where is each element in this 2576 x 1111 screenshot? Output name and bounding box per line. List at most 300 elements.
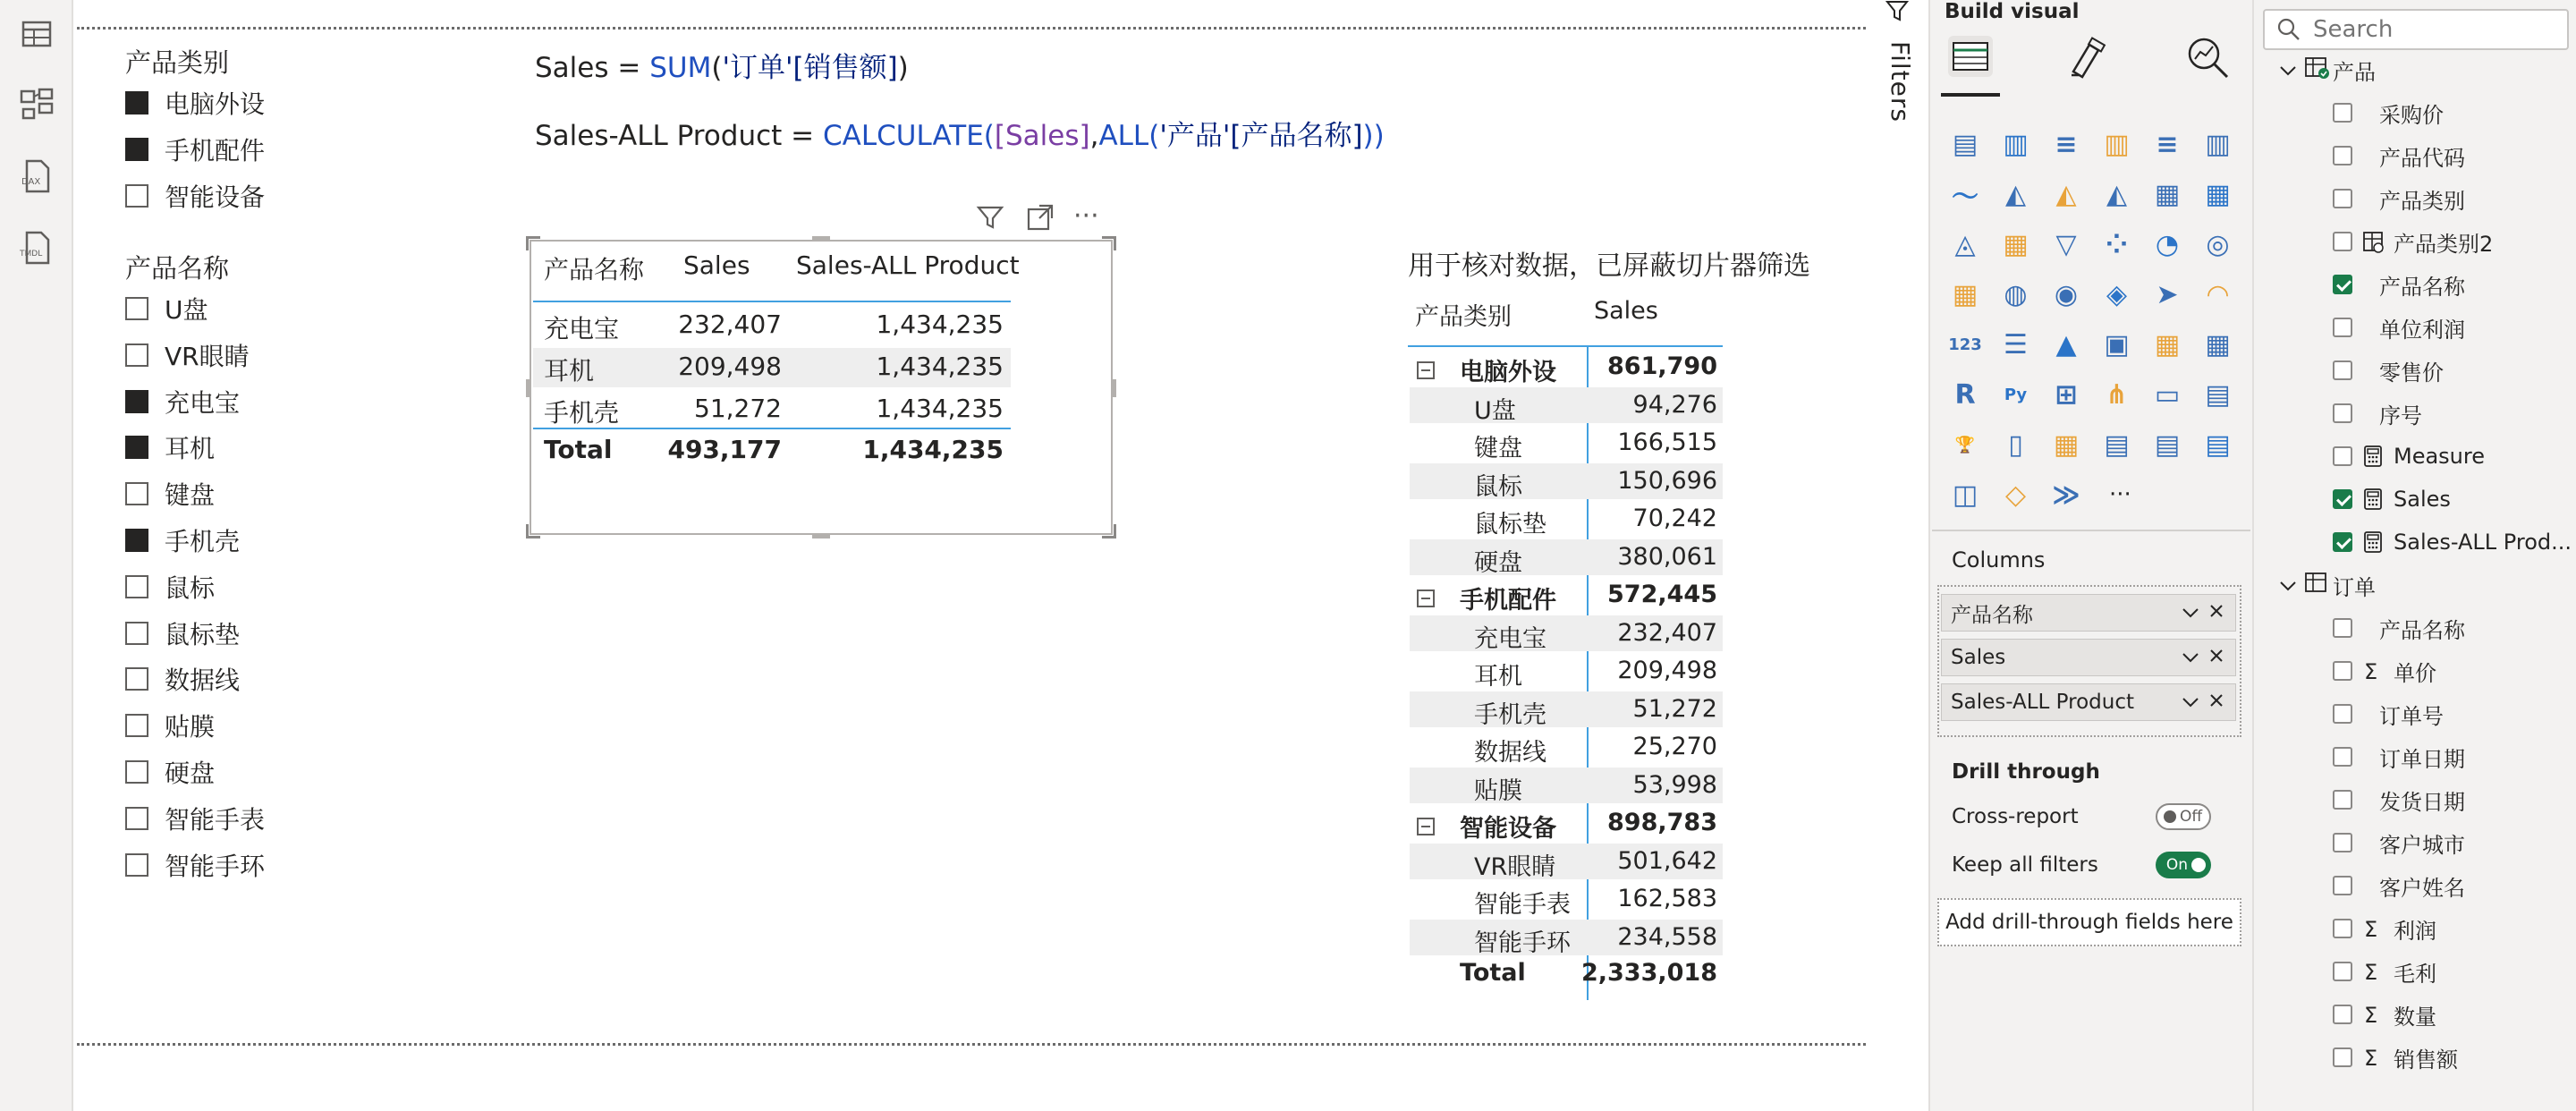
table2-item-value: 234,558 (1617, 922, 1717, 951)
focus-mode-icon[interactable] (1025, 202, 1055, 233)
slicer-checkbox[interactable] (125, 529, 148, 552)
field-label: 订单日期 (2379, 746, 2465, 772)
python-visual-icon[interactable]: Py (2004, 385, 2028, 404)
slicer-item-label: 贴膜 (165, 712, 216, 742)
field-item[interactable] (2333, 1039, 2458, 1075)
resize-handle-right[interactable] (1111, 379, 1116, 397)
drill-through-label: Drill through (1952, 760, 2100, 784)
field-item[interactable] (2333, 868, 2465, 903)
pie-chart-icon[interactable]: ◔ (2155, 228, 2180, 260)
100-stacked-bar-chart-icon[interactable]: ≡ (2156, 128, 2179, 160)
resize-handle-left[interactable] (526, 379, 531, 397)
field-checkbox[interactable] (2333, 747, 2352, 767)
100-stacked-area-chart-icon[interactable]: ◭ (2106, 178, 2128, 210)
field-checkbox[interactable] (2333, 876, 2352, 895)
column-well-item[interactable] (1941, 639, 2236, 676)
slicer-item-label: 智能手表 (165, 804, 266, 835)
field-label: 产品类别2 (2394, 231, 2494, 257)
table1-cell: 232,407 (678, 310, 782, 339)
field-item[interactable] (2333, 653, 2436, 689)
table2-total-label: Total (1460, 959, 1526, 987)
analytics-icon[interactable] (2182, 32, 2233, 82)
formula-sales-all-measure: [Sales] (994, 120, 1090, 152)
line-clustered-column-icon[interactable]: ▦ (2205, 178, 2231, 210)
formula-sales-all-comma: , (1089, 120, 1099, 152)
slicer-checkbox[interactable] (125, 760, 148, 784)
ribbon-chart-icon[interactable]: ◬ (1954, 228, 1976, 260)
sigma-icon (2361, 960, 2385, 983)
search-input[interactable] (2311, 15, 2547, 44)
table-icon (2304, 571, 2333, 599)
dax-query-view-icon[interactable] (18, 157, 55, 195)
resize-handle-bottom[interactable] (812, 533, 830, 539)
table-name: 产品 (2333, 59, 2376, 85)
formula-sales-all-fn: CALCULATE (823, 120, 984, 152)
more-options-icon[interactable]: ··· (1073, 200, 1099, 232)
table2-item-name: U盘 (1474, 396, 1516, 425)
area-chart-icon[interactable]: ◭ (2004, 178, 2027, 210)
metrics-icon[interactable]: 🏆 (1954, 435, 1976, 454)
table2-item-name: 硬盘 (1474, 548, 1522, 577)
svg-text:Σ: Σ (2364, 917, 2378, 940)
table2-item-value: 166,515 (1617, 428, 1717, 456)
svg-text:Σ: Σ (2364, 1003, 2378, 1026)
table2-item-name: 手机壳 (1474, 700, 1546, 729)
slicer-checkbox[interactable] (125, 667, 148, 691)
donut-chart-icon[interactable]: ◎ (2206, 228, 2230, 260)
table2-item-name: 数据线 (1474, 739, 1546, 767)
field-item[interactable] (2333, 138, 2465, 174)
sigma-icon (2361, 917, 2385, 940)
remove-field-icon[interactable] (2208, 691, 2228, 714)
calculator-icon (2361, 445, 2385, 468)
qna-icon[interactable]: ▭ (2154, 378, 2181, 411)
slicer-product-item[interactable] (125, 522, 240, 558)
card-icon[interactable]: 123 (1948, 335, 1982, 354)
slicer-item-label: U盘 (165, 295, 208, 325)
column-well-item[interactable] (1941, 683, 2236, 721)
formula-sales-all-open: ( (983, 120, 995, 152)
formula-sales-all-eq: = (782, 120, 824, 152)
table1-cell: 耳机 (544, 356, 595, 386)
slicer-product-item[interactable] (125, 569, 215, 605)
field-item[interactable] (2333, 352, 2444, 388)
table1-total-cell: Total (544, 435, 613, 464)
table2-item-name: 耳机 (1474, 663, 1522, 691)
slicer-checkbox[interactable] (125, 622, 148, 645)
formula-sales-all-close: )) (1362, 120, 1385, 152)
slicer-item-label: VR眼睛 (165, 341, 250, 371)
filters-pane-collapsed[interactable] (1869, 0, 1930, 1111)
field-item[interactable] (2333, 825, 2465, 861)
column-well-label: Sales-ALL Product (1951, 691, 2135, 714)
stacked-area-chart-icon[interactable]: ◭ (2055, 178, 2077, 210)
table1-cell: 209,498 (678, 352, 782, 381)
table2-item-value: 51,272 (1632, 694, 1717, 723)
table1-total-cell: 493,177 (667, 435, 782, 464)
field-item[interactable] (2333, 954, 2436, 989)
field-label: 毛利 (2394, 961, 2436, 987)
slicer-item-label: 智能手环 (165, 851, 266, 881)
slicer-checkbox[interactable] (125, 853, 148, 877)
field-item[interactable] (2333, 610, 2465, 646)
model-view-icon[interactable] (18, 86, 55, 123)
remove-field-icon[interactable] (2208, 601, 2228, 624)
viz-divider (1932, 530, 2250, 531)
resize-handle-tr[interactable] (1102, 236, 1116, 250)
minus-glyph (1421, 598, 1430, 599)
formula-sales-name: Sales (535, 52, 609, 84)
cross-report-toggle[interactable] (2156, 803, 2211, 830)
paginated-report-icon[interactable]: ▯ (2008, 428, 2023, 461)
table1-header-0[interactable]: 产品名称 (544, 255, 645, 284)
treemap-icon[interactable]: ▦ (1952, 278, 1979, 310)
field-label: 单价 (2394, 660, 2436, 686)
table1-cell: 51,272 (694, 394, 782, 423)
funnel-chart-icon[interactable]: ▽ (2055, 228, 2077, 260)
slicer-checkbox[interactable] (125, 482, 148, 505)
slicer-product-item[interactable] (125, 754, 215, 790)
slicer-product-item[interactable] (125, 476, 215, 512)
slicer-category-item[interactable] (125, 85, 265, 121)
formula-sales-table: '订单'[销售额] (722, 52, 898, 84)
field-checkbox[interactable] (2333, 446, 2352, 466)
minus-glyph (1421, 826, 1430, 827)
formula-sales-eq: = (608, 52, 650, 84)
resize-handle-bl[interactable] (526, 524, 540, 539)
more-visuals-icon[interactable]: ··· (2109, 481, 2131, 508)
field-checkbox[interactable] (2333, 489, 2352, 509)
field-checkbox[interactable] (2333, 790, 2352, 810)
chevron-down-icon[interactable] (2182, 691, 2203, 714)
table2-group-name: 智能设备 (1460, 815, 1556, 843)
field-checkbox[interactable] (2333, 1047, 2352, 1067)
table2-item-value: 162,583 (1617, 885, 1717, 912)
line-chart-icon[interactable]: 〜 (1952, 182, 1979, 213)
slicer-item-label: 鼠标 (165, 572, 216, 603)
field-checkbox[interactable] (2333, 146, 2352, 165)
formula-sales-all (535, 113, 1385, 153)
reference-label-icon[interactable]: ▤ (2154, 428, 2181, 461)
slicer-category-title: 产品类别 (125, 47, 230, 78)
card-new-icon[interactable]: ▦ (2053, 428, 2080, 461)
field-checkbox[interactable] (2333, 1005, 2352, 1024)
slicer-item-label: 智能设备 (165, 182, 266, 212)
resize-handle-br[interactable] (1102, 524, 1116, 539)
sigma-icon (2361, 1046, 2385, 1069)
field-item[interactable] (2333, 438, 2485, 474)
chevron-down-icon[interactable] (2279, 572, 2299, 598)
table-icon[interactable]: ▦ (2154, 328, 2181, 360)
table1-header-2[interactable]: Sales-ALL Product (796, 250, 1020, 280)
table1-header-underline (533, 301, 1011, 302)
field-checkbox[interactable] (2333, 618, 2352, 638)
chevron-down-icon[interactable] (2182, 646, 2203, 669)
matrix-icon[interactable]: ▦ (2205, 328, 2231, 360)
table2-header-category[interactable]: 产品类别 (1415, 303, 1512, 331)
slicer-item-label: 手机配件 (165, 136, 266, 165)
multi-row-card-icon[interactable]: ☰ (2004, 328, 2028, 360)
left-view-rail (0, 0, 73, 1111)
report-view-icon[interactable] (18, 16, 55, 54)
table1-cell: 手机壳 (544, 398, 620, 428)
slicer-item-label: 电脑外设 (165, 89, 266, 119)
table2-item-name: 鼠标垫 (1474, 511, 1546, 539)
sigma-icon (2361, 659, 2385, 683)
slicer-item-label: 耳机 (165, 434, 216, 464)
slicer-product-item[interactable] (125, 801, 265, 836)
gauge-icon[interactable]: ◠ (2207, 278, 2229, 310)
field-label: 单位利润 (2379, 317, 2465, 343)
slicer-icon[interactable]: ▣ (2104, 328, 2130, 360)
page-bottom-border (77, 1043, 1866, 1046)
cross-report-knob (2164, 810, 2176, 823)
field-label: Sales (2394, 487, 2451, 512)
table2-item-value: 209,498 (1617, 657, 1717, 684)
field-checkbox[interactable] (2333, 704, 2352, 724)
slicer-checkbox[interactable] (125, 390, 148, 413)
drill-through-drop-zone[interactable]: Add drill-through fields here (1937, 898, 2241, 946)
field-item[interactable] (2333, 224, 2493, 259)
clustered-column-chart-icon[interactable]: ▥ (2104, 128, 2130, 160)
formula-sales-all-table: '产品'[产品名称] (1159, 120, 1363, 152)
table1-cell: 1,434,235 (876, 352, 1004, 381)
field-checkbox[interactable] (2333, 403, 2352, 423)
keep-all-filters-state: On (2165, 856, 2188, 874)
kpi-icon[interactable]: ▲ (2055, 328, 2077, 360)
decomposition-tree-icon[interactable]: ⋔ (2105, 378, 2129, 411)
slicer-product-item[interactable] (125, 661, 240, 697)
table2-item-value: 501,642 (1617, 846, 1717, 875)
resize-handle-top[interactable] (812, 236, 830, 242)
table2-header-sales[interactable]: Sales (1594, 297, 1658, 325)
field-checkbox[interactable] (2333, 833, 2352, 852)
field-checkbox[interactable] (2333, 360, 2352, 380)
map-icon[interactable]: ◍ (2004, 278, 2028, 310)
svg-text:Σ: Σ (2364, 1046, 2378, 1069)
field-label: 利润 (2394, 918, 2436, 944)
table-node[interactable] (2279, 567, 2376, 603)
slicer-product-item[interactable] (125, 429, 215, 465)
formula-sales-close: ) (897, 52, 909, 84)
slicer-checkbox[interactable] (125, 91, 148, 114)
field-checkbox[interactable] (2333, 189, 2352, 208)
slicer-checkbox[interactable] (125, 714, 148, 737)
field-checkbox[interactable] (2333, 318, 2352, 337)
calc-column-icon (2361, 230, 2385, 253)
arcgis-map-icon[interactable]: ◫ (1952, 479, 1979, 511)
chevron-down-icon[interactable] (2182, 601, 2203, 624)
build-visual-tab[interactable] (1941, 25, 2000, 97)
cross-report-label: Cross-report (1952, 805, 2079, 828)
slicer-checkbox[interactable] (125, 184, 148, 208)
table2-item-name: 智能手表 (1474, 891, 1571, 919)
field-item[interactable] (2333, 267, 2465, 302)
slicer-product-item[interactable] (125, 708, 215, 743)
table2-item-value: 25,270 (1632, 733, 1717, 760)
field-label: 发货日期 (2379, 789, 2465, 815)
table2-item-value: 380,061 (1617, 542, 1717, 571)
cross-report-state: Off (2180, 808, 2203, 826)
table-node[interactable] (2279, 52, 2376, 88)
tmdl-view-icon[interactable] (18, 229, 55, 267)
field-item[interactable] (2333, 997, 2436, 1032)
formula-sales-fn: SUM (649, 52, 712, 84)
field-checkbox[interactable] (2333, 661, 2352, 681)
table2-item-value: 150,696 (1617, 466, 1717, 495)
table2-total-value: 2,333,018 (1580, 959, 1717, 987)
keep-all-filters-label: Keep all filters (1952, 853, 2098, 877)
table1-cell: 1,434,235 (876, 394, 1004, 423)
field-label: 产品类别 (2379, 188, 2465, 214)
build-visual-title: Build visual (1945, 0, 2080, 23)
table2-item-name: VR眼睛 (1474, 852, 1556, 881)
column-well-label: Sales (1951, 646, 2006, 669)
slicer-item-label: 硬盘 (165, 759, 216, 788)
svg-text:Σ: Σ (2364, 960, 2378, 983)
table2-item-value: 70,242 (1632, 505, 1717, 532)
scatter-chart-icon[interactable]: ⁘ (2105, 228, 2129, 260)
field-item[interactable] (2333, 95, 2444, 131)
azure-map-icon[interactable]: ➤ (2156, 278, 2179, 310)
field-label: Sales-ALL Prod... (2394, 530, 2572, 555)
table2-item-value: 232,407 (1617, 618, 1717, 647)
slicer-product-item[interactable] (125, 847, 265, 883)
table1-cell: 1,434,235 (876, 310, 1004, 339)
field-label: 零售价 (2379, 360, 2444, 386)
slicer-item-label: 键盘 (165, 480, 216, 511)
slicer-product-item[interactable] (125, 615, 240, 651)
table1-cell: 充电宝 (544, 314, 620, 343)
slicer-checkbox[interactable] (125, 575, 148, 598)
field-label: 采购价 (2379, 102, 2444, 128)
filters-label[interactable]: Filters (1885, 41, 1915, 123)
button-slicer-icon[interactable]: ▤ (2104, 428, 2130, 461)
slicer-product-item[interactable] (125, 384, 240, 420)
field-item[interactable] (2333, 696, 2444, 732)
columns-label: Columns (1952, 547, 2046, 572)
slicer-item-label: 数据线 (165, 666, 241, 696)
slicer-checkbox[interactable] (125, 436, 148, 459)
key-influencers-icon[interactable]: ⊞ (2055, 378, 2078, 411)
filter-icon[interactable] (975, 202, 1005, 233)
slicer-checkbox[interactable] (125, 138, 148, 161)
table2-item-name: 贴膜 (1474, 776, 1522, 805)
column-well-label: 产品名称 (1951, 603, 2033, 627)
slicer-product-item[interactable] (125, 291, 208, 327)
format-visual-icon[interactable] (2063, 32, 2113, 82)
field-checkbox[interactable] (2333, 103, 2352, 123)
keep-all-filters-toggle[interactable] (2156, 852, 2211, 878)
slicer-checkbox[interactable] (125, 807, 148, 830)
field-label: 客户姓名 (2379, 875, 2465, 901)
field-item[interactable] (2333, 181, 2465, 216)
stacked-column-chart-icon[interactable]: ▥ (2003, 128, 2029, 160)
table2-item-name: 键盘 (1474, 435, 1522, 462)
field-checkbox[interactable] (2333, 232, 2352, 251)
table2-group-value: 861,790 (1607, 352, 1717, 380)
r-visual-icon[interactable]: R (1954, 378, 1976, 411)
slicer-product-item[interactable] (125, 337, 250, 373)
field-label: 数量 (2394, 1004, 2436, 1030)
table1-total-cell: 1,434,235 (862, 435, 1004, 464)
svg-text:TMDL: TMDL (20, 250, 43, 259)
slicer-checkbox[interactable] (125, 343, 148, 367)
table1-header-1[interactable]: Sales (683, 250, 750, 280)
field-item[interactable] (2333, 481, 2451, 517)
collapse-icon[interactable] (1417, 818, 1435, 835)
keep-all-filters-knob (2191, 858, 2206, 872)
field-checkbox[interactable] (2333, 275, 2352, 294)
slicer-checkbox[interactable] (125, 297, 148, 320)
field-checkbox[interactable] (2333, 532, 2352, 552)
formula-sales (535, 45, 909, 85)
field-label: 销售额 (2394, 1047, 2458, 1073)
field-checkbox[interactable] (2333, 962, 2352, 981)
narrative-icon[interactable]: ▤ (2205, 428, 2231, 461)
field-label: 产品名称 (2379, 617, 2465, 643)
smart-narrative-icon[interactable]: ▤ (2205, 378, 2231, 411)
slicer-product-title: 产品名称 (125, 253, 230, 284)
filled-map-icon[interactable]: ◉ (2054, 278, 2079, 310)
calculator-icon (2361, 488, 2385, 511)
field-label: 客户城市 (2379, 832, 2465, 858)
table2-item-value: 53,998 (1632, 770, 1717, 799)
formula-sales-open: ( (711, 52, 723, 84)
slicer-item-label: 鼠标垫 (165, 619, 241, 649)
stacked-bar-chart-icon[interactable]: ▤ (1952, 128, 1979, 160)
search-icon (2275, 16, 2302, 43)
table1-total-line (533, 428, 1011, 429)
page-top-border (77, 27, 1866, 30)
collapse-icon[interactable] (1417, 589, 1435, 607)
slicer-category-item[interactable] (125, 131, 265, 167)
slicer-item-label: 手机壳 (165, 527, 241, 556)
chevron-down-icon[interactable] (2279, 57, 2299, 82)
column-well-item[interactable] (1941, 594, 2236, 632)
field-item[interactable] (2333, 524, 2572, 560)
power-automate-icon[interactable]: ≫ (2052, 479, 2080, 511)
field-label: 序号 (2379, 403, 2422, 428)
field-item[interactable] (2333, 739, 2465, 775)
100-stacked-column-chart-icon[interactable]: ▥ (2205, 128, 2231, 160)
field-label: 订单号 (2379, 703, 2444, 729)
sigma-icon (2361, 1003, 2385, 1026)
shape-map-icon[interactable]: ◈ (2106, 278, 2128, 310)
remove-field-icon[interactable] (2208, 646, 2228, 669)
calculator-icon (2361, 530, 2385, 554)
field-item[interactable] (2333, 782, 2465, 818)
line-stacked-column-icon[interactable]: ▦ (2154, 178, 2181, 210)
field-item[interactable] (2333, 395, 2422, 431)
clustered-bar-chart-icon[interactable]: ≡ (2055, 128, 2078, 160)
search-box[interactable] (2263, 9, 2569, 50)
field-label: 产品代码 (2379, 145, 2465, 171)
field-item[interactable] (2333, 310, 2465, 345)
table-name: 订单 (2333, 574, 2376, 600)
field-checkbox[interactable] (2333, 919, 2352, 938)
resize-handle-tl[interactable] (526, 236, 540, 250)
field-item[interactable] (2333, 911, 2436, 946)
table2-group-value: 898,783 (1607, 809, 1717, 836)
waterfall-chart-icon[interactable]: ▦ (2003, 228, 2029, 260)
slicer-category-item[interactable] (125, 178, 265, 214)
table2-item-name: 充电宝 (1474, 624, 1546, 653)
table2-group-name: 手机配件 (1460, 587, 1556, 615)
power-apps-icon[interactable]: ◇ (2004, 479, 2027, 511)
svg-text:DAX: DAX (21, 177, 41, 187)
collapse-icon[interactable] (1417, 361, 1435, 379)
